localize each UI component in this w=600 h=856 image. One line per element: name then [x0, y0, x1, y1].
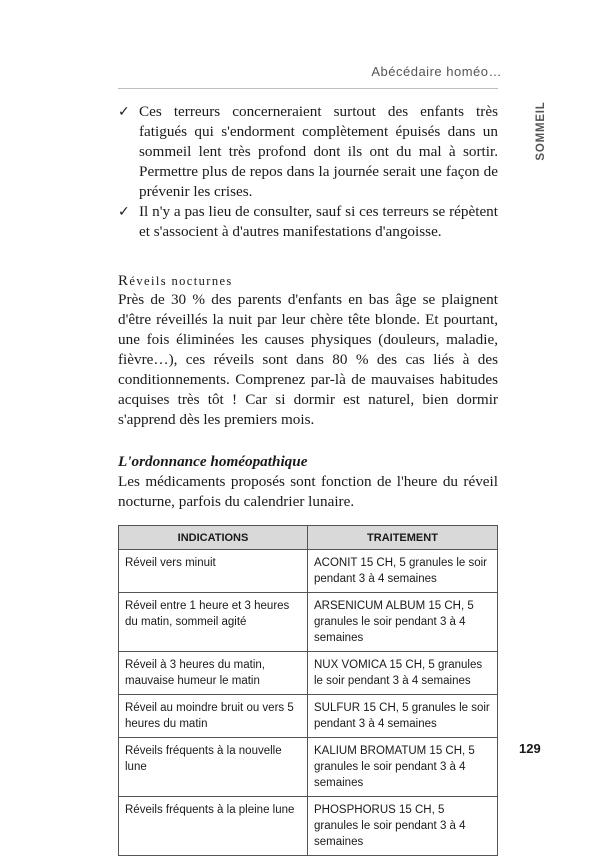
section-heading-initial: R [118, 273, 130, 289]
table-header-row [119, 526, 498, 550]
section-tab-label: SOMMEIL [535, 101, 547, 161]
check-icon: ✓ [118, 204, 130, 220]
checklist-item [118, 102, 498, 202]
table-row [119, 550, 498, 593]
table-cell-traitement: ACONIT 15 CH, 5 granules le soir pendant 3 à 4 semaines [308, 550, 498, 593]
page-number: 129 [519, 741, 541, 756]
treatment-table-wrapper [118, 525, 498, 856]
table-cell-traitement: KALIUM BROMATUM 15 CH, 5 granules le soir pendant 3 à 4 semaines [308, 738, 498, 797]
section-heading-rest: éveils nocturnes [129, 274, 233, 288]
table-cell-indication: Réveil entre 1 heure et 3 heures du matin, sommeil agité [119, 593, 308, 652]
table-row [119, 738, 498, 797]
table-cell-traitement: PHOSPHORUS 15 CH, 5 granules le soir pendant 3 à 4 semaines [308, 797, 498, 856]
table-cell-indication: Réveils fréquents à la pleine lune [119, 797, 308, 856]
table-cell-indication: Réveil à 3 heures du matin, mauvaise humeur le matin [119, 652, 308, 695]
section-paragraph: Près de 30 % des parents d'enfants en bas âge se plaignent d'être réveillés la nuit par leur chère tête blonde. Et pourtant, une fois éliminées les causes physiques (douleurs, maladie, fièvre…), ces réveils sont dans 80 % des cas liés à des conditionnements. Comprenez par-là de mauvaises habitudes acquises très tôt ! Car si dormir est naturel, bien dormir s'apprend dès les premiers mois. [118, 291, 498, 428]
table-row [119, 652, 498, 695]
header-divider [118, 88, 498, 89]
table-row [119, 797, 498, 856]
table-cell-traitement: NUX VOMICA 15 CH, 5 granules le soir pendant 3 à 4 semaines [308, 652, 498, 695]
table-cell-indication: Réveil au moindre bruit ou vers 5 heures du matin [119, 695, 308, 738]
checklist [118, 102, 498, 242]
running-header: Abécédaire homéo… [371, 64, 502, 79]
checklist-item-text: Ces terreurs concerneraient surtout des enfants très fatigués qui s'endorment complètement épuisés dans un sommeil lent très profond dont ils ont du mal à sortir. Permettre plus de repos dans la journée serait une façon de prévenir les crises. [139, 103, 498, 200]
ordonnance-intro: Les médicaments proposés sont fonction de l'heure du réveil nocturne, parfois du calendrier lunaire. [118, 473, 498, 510]
checklist-item-text: Il n'y a pas lieu de consulter, sauf si ces terreurs se répètent et s'associent à d'autres manifestations d'angoisse. [139, 203, 498, 240]
page-content [118, 102, 498, 856]
section-tab [531, 100, 551, 162]
checklist-item [118, 202, 498, 242]
section-heading [118, 272, 498, 290]
check-icon: ✓ [118, 104, 130, 120]
table-cell-indication: Réveils fréquents à la nouvelle lune [119, 738, 308, 797]
table-cell-indication: Réveil vers minuit [119, 550, 308, 593]
column-header-traitement: TRAITEMENT [308, 526, 498, 550]
table-cell-traitement: SULFUR 15 CH, 5 granules le soir pendant 3 à 4 semaines [308, 695, 498, 738]
table-row [119, 695, 498, 738]
table-row [119, 593, 498, 652]
ordonnance-heading: L'ordonnance homéopathique [118, 453, 308, 470]
treatment-table [118, 525, 498, 856]
table-cell-traitement: ARSENICUM ALBUM 15 CH, 5 granules le soir pendant 3 à 4 semaines [308, 593, 498, 652]
column-header-indications: INDICATIONS [119, 526, 308, 550]
